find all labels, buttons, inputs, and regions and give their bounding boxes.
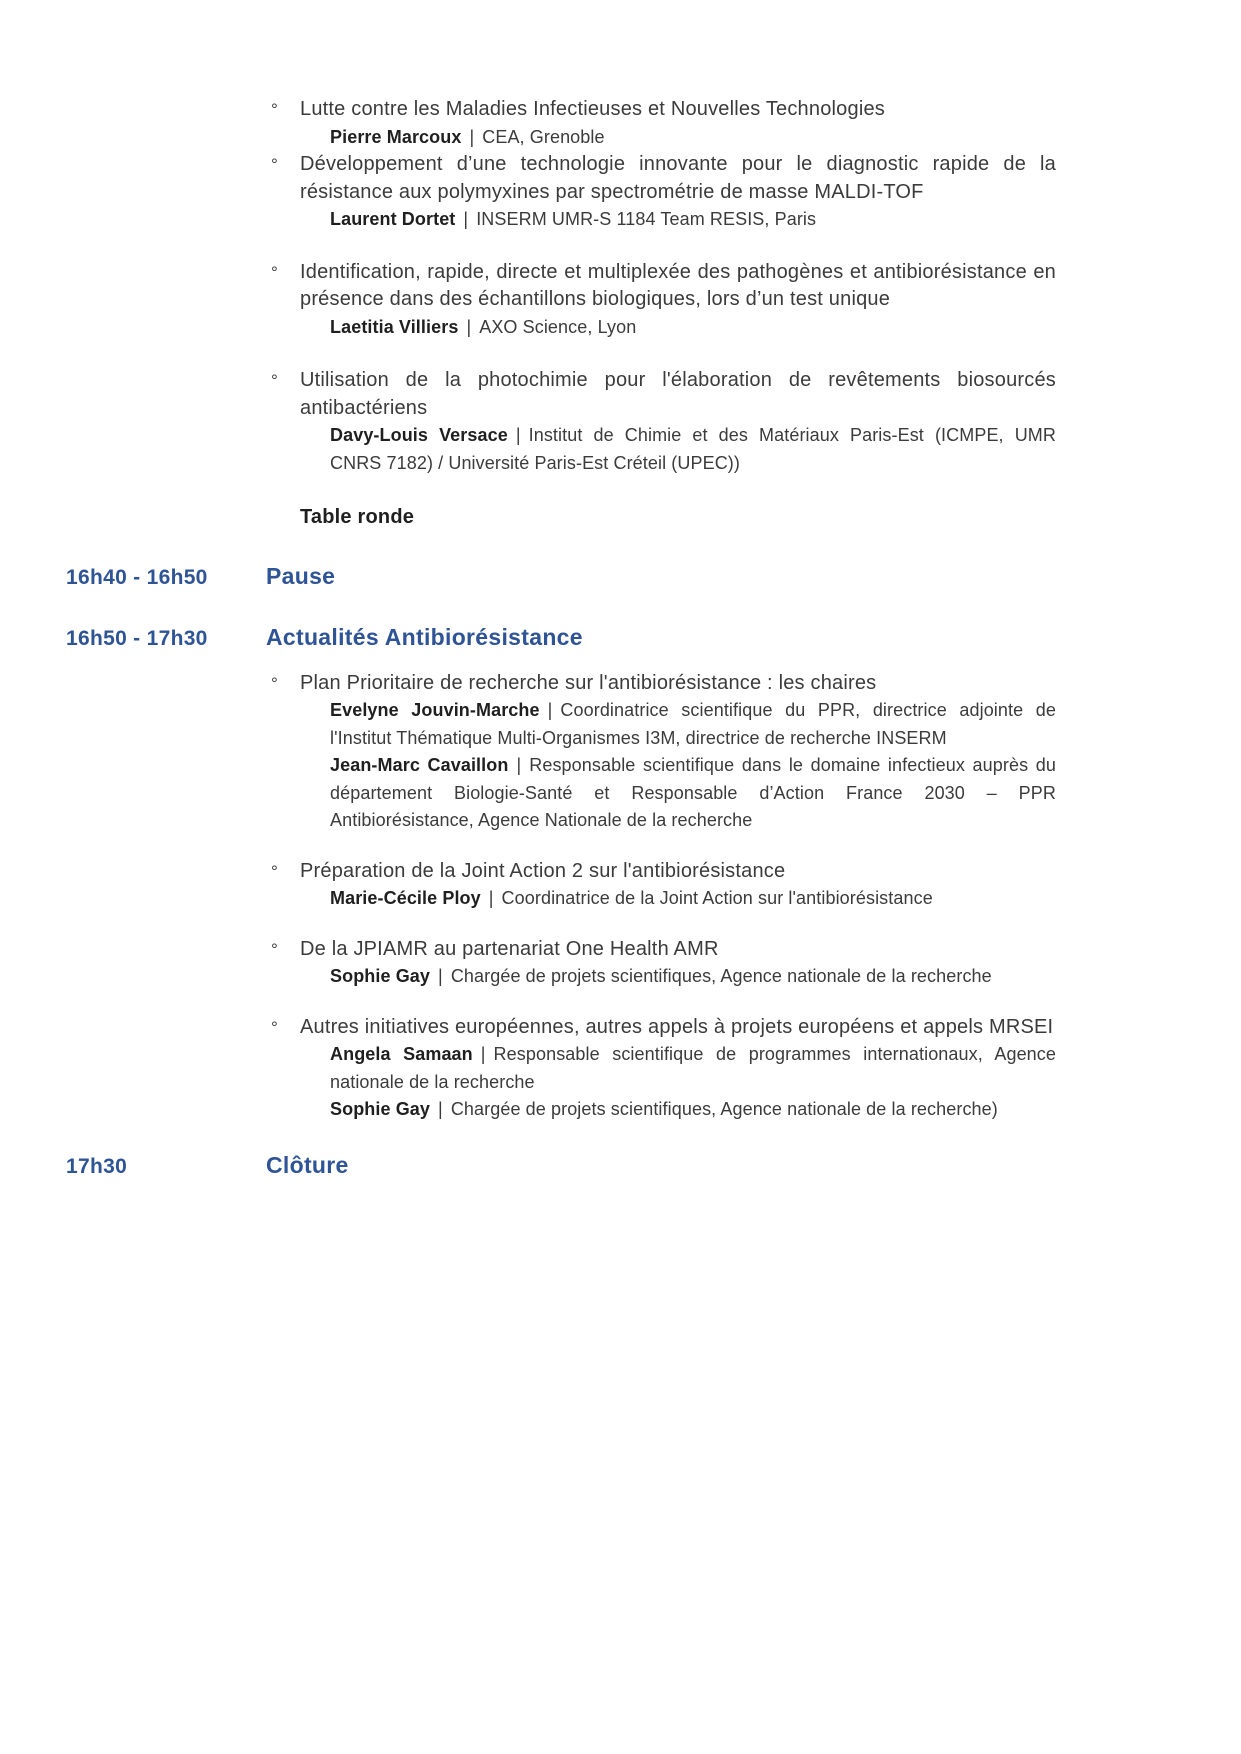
pipe-separator: | xyxy=(480,1044,486,1064)
bullet-icon: ° xyxy=(271,100,278,119)
session-item xyxy=(266,96,1056,151)
session-item xyxy=(266,858,1056,913)
bullet-icon: ° xyxy=(271,155,278,174)
speaker-line xyxy=(330,124,1056,152)
table-ronde-heading: Table ronde xyxy=(300,506,415,528)
speaker-line xyxy=(330,314,1056,342)
pipe-separator: | xyxy=(469,126,475,147)
bullet-icon: ° xyxy=(271,673,278,693)
bullet-icon: ° xyxy=(271,262,278,282)
speaker-line xyxy=(330,963,1056,991)
session-item-body xyxy=(300,670,1056,835)
pipe-separator: | xyxy=(488,888,494,908)
speaker-line xyxy=(330,422,1056,477)
session-item-body xyxy=(300,367,1056,477)
schedule-row-cloture xyxy=(66,1151,1056,1181)
speaker-affiliation: CEA, Grenoble xyxy=(482,126,605,147)
session-title: De la JPIAMR au partenariat One Health AMR xyxy=(300,937,719,960)
speaker-name: Laurent Dortet xyxy=(330,209,456,229)
speaker-affiliation: Chargée de projets scientifiques, Agence nationale de la recherche xyxy=(450,966,992,986)
speaker-affiliation: Responsable scientifique dans le domaine infectieux auprès du département Biologie-Santé et Responsable d’Action France 2030 – PPR Antibiorésistance, Agence Nationale de la recherche xyxy=(330,755,1056,830)
heading-cloture: Clôture xyxy=(266,1151,349,1178)
schedule-row-actualites xyxy=(66,623,1056,653)
session-title: Développement d’une technologie innovante pour le diagnostic rapide de la résistance aux polymyxines par spectrométrie de masse MALDI-TOF xyxy=(300,153,1056,203)
speaker-name: Evelyne Jouvin-Marche xyxy=(330,700,540,720)
session-item-body xyxy=(300,858,1056,913)
speaker-affiliation: Responsable scientifique de programmes internationaux, Agence nationale de la recherche xyxy=(330,1044,1056,1092)
session-item-body xyxy=(300,936,1056,991)
heading-pause: Pause xyxy=(266,562,336,589)
speaker-line xyxy=(330,1096,1056,1124)
pipe-separator: | xyxy=(547,700,553,720)
session-item xyxy=(266,151,1056,234)
session-item xyxy=(266,1014,1056,1124)
session-item xyxy=(266,936,1056,991)
session-item-body xyxy=(300,1014,1056,1124)
speaker-name: Pierre Marcoux xyxy=(330,126,462,147)
bullet-icon: ° xyxy=(271,371,278,390)
speaker-name: Marie-Cécile Ploy xyxy=(330,888,481,908)
speaker-name: Angela Samaan xyxy=(330,1044,473,1064)
speaker-line xyxy=(330,697,1056,752)
speaker-affiliation: INSERM UMR-S 1184 Team RESIS, Paris xyxy=(476,209,817,229)
session-title: Identification, rapide, directe et multiplexée des pathogènes et antibiorésistance en présence dans des échantillons biologiques, lors d’un test unique xyxy=(300,260,1056,310)
session-title: Utilisation de la photochimie pour l'élaboration de revêtements biosourcés antibactériens xyxy=(300,369,1056,419)
actualites-session-items xyxy=(266,670,1056,1124)
speaker-name: Jean-Marc Cavaillon xyxy=(330,755,509,775)
time-slot-pause: 16h40 - 16h50 xyxy=(66,565,208,589)
opening-session-items xyxy=(266,96,1056,532)
speaker-line xyxy=(330,752,1056,835)
pipe-separator: | xyxy=(515,425,521,445)
session-title: Lutte contre les Maladies Infectieuses et Nouvelles Technologies xyxy=(300,98,885,120)
speaker-name: Sophie Gay xyxy=(330,966,431,986)
session-item xyxy=(266,259,1056,342)
speaker-line xyxy=(330,885,1056,913)
schedule-row-pause xyxy=(66,562,1056,592)
pipe-separator: | xyxy=(438,1099,443,1119)
pipe-separator: | xyxy=(466,316,472,337)
bullet-icon: ° xyxy=(271,861,278,881)
speaker-affiliation: Coordinatrice scientifique du PPR, directrice adjointe de l'Institut Thématique Multi-Organismes I3M, directrice de recherche INSERM xyxy=(330,700,1056,748)
time-slot-actualites: 16h50 - 17h30 xyxy=(66,626,208,650)
session-item-body xyxy=(300,259,1056,342)
bullet-icon: ° xyxy=(271,1017,278,1037)
session-item xyxy=(266,367,1056,477)
time-slot-cloture: 17h30 xyxy=(66,1154,128,1178)
speaker-affiliation: AXO Science, Lyon xyxy=(479,316,637,337)
speaker-name: Davy-Louis Versace xyxy=(330,425,508,445)
heading-actualites: Actualités Antibiorésistance xyxy=(266,623,583,650)
pipe-separator: | xyxy=(516,755,522,775)
session-item xyxy=(266,670,1056,835)
speaker-line xyxy=(330,206,1056,234)
speaker-affiliation: Institut de Chimie et des Matériaux Paris-Est (ICMPE, UMR CNRS 7182) / Université Paris-Est Créteil (UPEC)) xyxy=(330,425,1056,473)
session-title: Plan Prioritaire de recherche sur l'antibiorésistance : les chaires xyxy=(300,671,877,694)
speaker-line xyxy=(330,1041,1056,1096)
session-title: Autres initiatives européennes, autres appels à projets européens et appels MRSEI xyxy=(300,1015,1054,1038)
speaker-name: Sophie Gay xyxy=(330,1099,431,1119)
speaker-affiliation: Coordinatrice de la Joint Action sur l'antibiorésistance xyxy=(501,888,933,908)
speaker-name: Laetitia Villiers xyxy=(330,316,459,337)
pipe-separator: | xyxy=(438,966,443,986)
session-item-body xyxy=(300,96,1056,151)
speaker-affiliation: Chargée de projets scientifiques, Agence nationale de la recherche) xyxy=(450,1099,998,1119)
pipe-separator: | xyxy=(463,209,469,229)
bullet-icon: ° xyxy=(271,939,278,959)
session-item-body xyxy=(300,151,1056,234)
session-title: Préparation de la Joint Action 2 sur l'antibiorésistance xyxy=(300,859,786,882)
